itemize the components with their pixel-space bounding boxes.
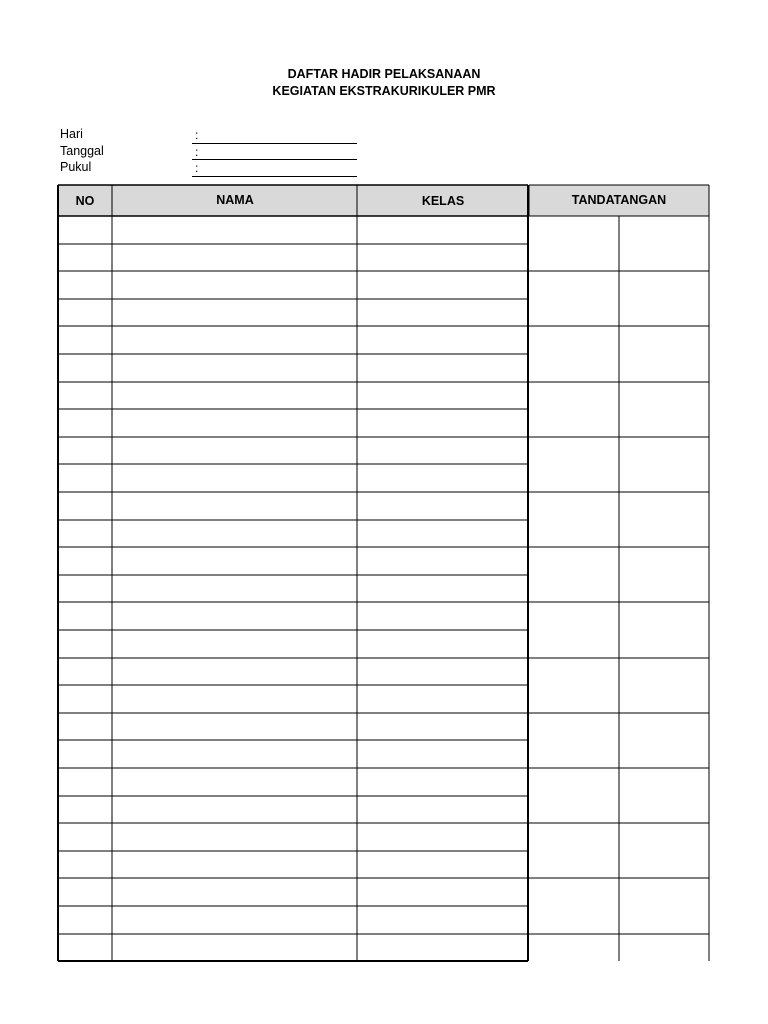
column-header-no: NO	[75, 194, 95, 208]
document-title-line1: DAFTAR HADIR PELAKSANAAN	[287, 67, 481, 81]
field-label-hari: Hari	[60, 127, 83, 141]
field-label-tanggal: Tanggal	[60, 144, 104, 158]
column-header-kelas: KELAS	[421, 194, 465, 208]
document-title-line2: KEGIATAN EKSTRAKURIKULER PMR	[272, 84, 496, 98]
field-colon-pukul: :	[195, 161, 199, 175]
column-header-nama: NAMA	[216, 193, 254, 207]
field-colon-tanggal: :	[195, 145, 199, 159]
field-label-pukul: Pukul	[60, 160, 92, 174]
column-header-tandatangan: TANDATANGAN	[571, 193, 667, 207]
field-colon-hari: :	[195, 128, 199, 142]
